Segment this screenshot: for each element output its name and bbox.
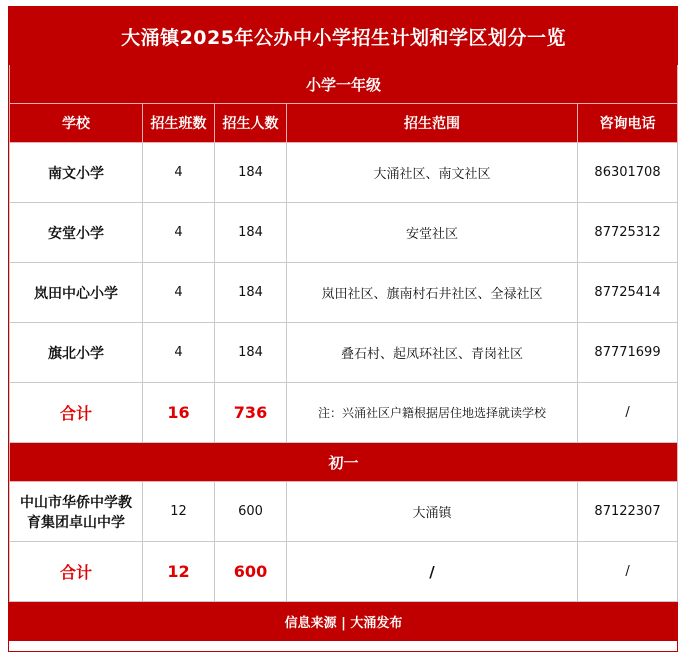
phone-number: 87725414	[578, 263, 678, 323]
primary-total-row	[10, 383, 678, 443]
class-count: 4	[143, 203, 215, 263]
student-count: 184	[215, 143, 287, 203]
source-footer: 信息来源 | 大涌发布	[10, 602, 678, 641]
footer-row	[10, 602, 678, 641]
header-school: 学校	[10, 104, 143, 143]
table-row	[10, 323, 678, 383]
enrollment-scope: 大涌社区、南文社区	[287, 143, 578, 203]
class-count: 12	[143, 482, 215, 542]
phone-number: 87725312	[578, 203, 678, 263]
phone-number: 86301708	[578, 143, 678, 203]
title-row	[10, 8, 678, 65]
page-title: 大涌镇2025年公办中小学招生计划和学区划分一览	[10, 8, 678, 65]
student-count: 600	[215, 482, 287, 542]
class-count: 4	[143, 323, 215, 383]
class-count: 4	[143, 143, 215, 203]
total-students: 600	[215, 542, 287, 602]
primary-section-row	[10, 65, 678, 104]
table-row	[10, 143, 678, 203]
phone-number: 87771699	[578, 323, 678, 383]
total-classes: 16	[143, 383, 215, 443]
header-row	[10, 104, 678, 143]
total-phone: /	[578, 542, 678, 602]
school-name-line2: 育集团卓山中学	[27, 514, 125, 531]
total-note: 注：兴涌社区户籍根据居住地选择就读学校	[287, 383, 578, 443]
table-row	[10, 263, 678, 323]
student-count: 184	[215, 203, 287, 263]
table-row	[10, 482, 678, 542]
total-phone: /	[578, 383, 678, 443]
school-name	[10, 482, 143, 542]
header-phone: 咨询电话	[578, 104, 678, 143]
total-label: 合计	[10, 383, 143, 443]
enrollment-scope: 大涌镇	[287, 482, 578, 542]
school-name: 旗北小学	[10, 323, 143, 383]
school-name: 岚田中心小学	[10, 263, 143, 323]
school-name: 南文小学	[10, 143, 143, 203]
table-row	[10, 203, 678, 263]
total-scope: /	[287, 542, 578, 602]
enrollment-scope: 安堂社区	[287, 203, 578, 263]
class-count: 4	[143, 263, 215, 323]
student-count: 184	[215, 263, 287, 323]
total-classes: 12	[143, 542, 215, 602]
primary-section-title: 小学一年级	[10, 65, 678, 104]
student-count: 184	[215, 323, 287, 383]
header-students: 招生人数	[215, 104, 287, 143]
phone-number: 87122307	[578, 482, 678, 542]
enrollment-scope: 叠石村、起凤环社区、青岗社区	[287, 323, 578, 383]
enrollment-table-sheet	[8, 6, 678, 652]
total-label: 合计	[10, 542, 143, 602]
middle-section-title: 初一	[10, 443, 678, 482]
middle-section-row	[10, 443, 678, 482]
school-name-line1: 中山市华侨中学教	[20, 494, 132, 511]
enrollment-scope: 岚田社区、旗南村石井社区、全禄社区	[287, 263, 578, 323]
total-students: 736	[215, 383, 287, 443]
enrollment-table	[9, 7, 678, 641]
header-classes: 招生班数	[143, 104, 215, 143]
middle-total-row	[10, 542, 678, 602]
header-scope: 招生范围	[287, 104, 578, 143]
school-name: 安堂小学	[10, 203, 143, 263]
